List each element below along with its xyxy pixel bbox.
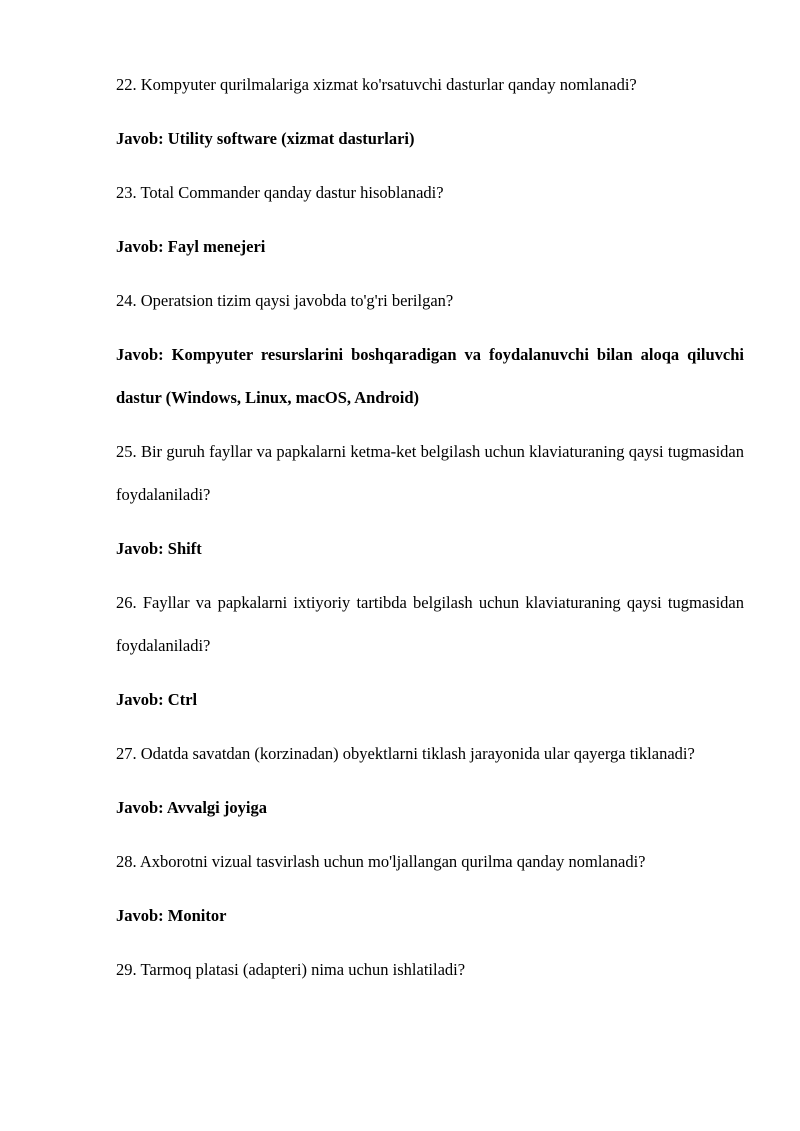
answer-24: Javob: Kompyuter resurslarini boshqaradigan va foydalanuvchi bilan aloqa qiluvchi dastur (Windows, Linux, macOS, Android): [116, 345, 744, 407]
question-25: 25. Bir guruh fayllar va papkalarni ketma-ket belgilash uchun klaviaturaning qaysi tugmasidan foydalaniladi?: [116, 442, 744, 504]
question-28: 28. Axborotni vizual tasvirlash uchun mo'ljallangan qurilma qanday nomlanadi?: [116, 852, 646, 871]
answer-27: Javob: Avvalgi joyiga: [116, 798, 267, 817]
question-27: 27. Odatda savatdan (korzinadan) obyektlarni tiklash jarayonida ular qayerga tiklanadi?: [116, 744, 695, 763]
answer-23: Javob: Fayl menejeri: [116, 237, 266, 256]
question-26: 26. Fayllar va papkalarni ixtiyoriy tartibda belgilash uchun klaviaturaning qaysi tugmasidan foydalaniladi?: [116, 593, 744, 655]
answer-26: Javob: Ctrl: [116, 690, 198, 709]
answer-25: Javob: Shift: [116, 539, 202, 558]
question-29: 29. Tarmoq platasi (adapteri) nima uchun ishlatiladi?: [116, 960, 466, 979]
answer-28: Javob: Monitor: [116, 906, 227, 925]
question-23: 23. Total Commander qanday dastur hisoblanadi?: [116, 183, 444, 202]
question-24: 24. Operatsion tizim qaysi javobda to'g'ri berilgan?: [116, 291, 454, 310]
answer-22: Javob: Utility software (xizmat dasturlari): [116, 129, 415, 148]
question-22: 22. Kompyuter qurilmalariga xizmat ko'rsatuvchi dasturlar qanday nomlanadi?: [116, 75, 637, 94]
